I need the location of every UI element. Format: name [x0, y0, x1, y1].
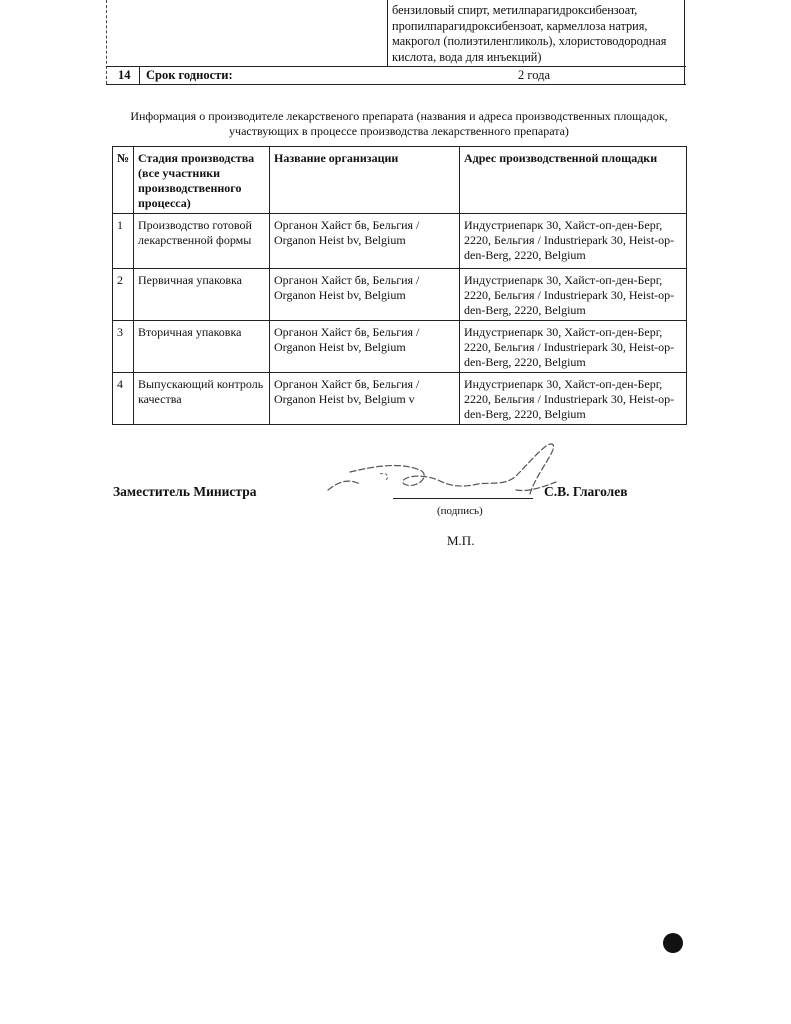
table-row	[113, 214, 687, 269]
cell-stage: Первичная упаковка	[134, 269, 270, 321]
table-border	[139, 66, 140, 85]
heading-line: участвующих в процессе производства лекарственного препарата)	[229, 123, 569, 138]
handwritten-signature	[320, 432, 580, 507]
cell-num: 2	[113, 269, 134, 321]
signature-line	[393, 498, 533, 499]
table-header-row	[113, 147, 687, 214]
table-row	[113, 373, 687, 425]
cell-stage: Производство готовой лекарственной формы	[134, 214, 270, 269]
cell-org: Органон Хайст бв, Бельгия / Organon Heist bv, Belgium	[270, 214, 460, 269]
cell-num: 3	[113, 321, 134, 373]
header-address: Адрес производственной площадки	[460, 147, 687, 214]
cell-stage: Выпускающий контроль качества	[134, 373, 270, 425]
header-num: №	[113, 147, 134, 214]
heading-line: Информация о производителе лекарственого препарата (названия и адреса производственных площадок,	[130, 109, 668, 123]
stamp-place-label: М.П.	[447, 533, 475, 548]
table-border	[684, 0, 685, 84]
table-row	[113, 321, 687, 373]
manufacturer-table	[112, 146, 687, 425]
ingredients-cell	[392, 3, 682, 65]
shelf-life-label: Срок годности:	[146, 68, 233, 82]
cell-stage: Вторичная упаковка	[134, 321, 270, 373]
table-border	[387, 0, 388, 66]
table-border	[106, 0, 108, 84]
signature-caption: (подпись)	[437, 505, 483, 517]
ingredients-line: кислота, вода для инъекций)	[392, 49, 542, 64]
row-number: 14	[118, 68, 131, 82]
cell-address: Индустриепарк 30, Хайст-оп-ден-Берг, 2220, Бельгия / Industriepark 30, Heist-op-den-Berg, 2220, Belgium	[460, 321, 687, 373]
previous-table-fragment	[106, 0, 686, 84]
table-border	[106, 66, 686, 67]
cell-address: Индустриепарк 30, Хайст-оп-ден-Берг, 2220, Бельгия / Industriepark 30, Heist-op-den-Berg, 2220, Belgium	[460, 373, 687, 425]
table-row	[113, 269, 687, 321]
cell-org: Органон Хайст бв, Бельгия / Organon Heist bv, Belgium	[270, 321, 460, 373]
ingredients-line: пропилпарагидроксибензоат, кармеллоза натрия,	[392, 18, 648, 33]
shelf-life-value: 2 года	[518, 68, 550, 82]
cell-num: 4	[113, 373, 134, 425]
page-marker-dot	[663, 933, 683, 953]
signatory-name: С.В. Глаголев	[544, 484, 628, 499]
signatory-title: Заместитель Министра	[113, 484, 257, 499]
cell-address: Индустриепарк 30, Хайст-оп-ден-Берг, 2220, Бельгия / Industriepark 30, Heist-op-den-Berg, 2220, Belgium	[460, 214, 687, 269]
cell-org: Органон Хайст бв, Бельгия / Organon Heist bv, Belgium v	[270, 373, 460, 425]
manufacturer-info-heading	[100, 109, 698, 138]
header-stage: Стадия производства (все участники производственного процесса)	[134, 147, 270, 214]
table-border	[106, 84, 686, 85]
header-org: Название организации	[270, 147, 460, 214]
cell-address: Индустриепарк 30, Хайст-оп-ден-Берг, 2220, Бельгия / Industriepark 30, Heist-op-den-Berg, 2220, Belgium	[460, 269, 687, 321]
cell-org: Органон Хайст бв, Бельгия / Organon Heist bv, Belgium	[270, 269, 460, 321]
ingredients-line: бензиловый спирт, метилпарагидроксибензоат,	[392, 3, 638, 17]
ingredients-line: макрогол (полиэтиленгликоль), хлористоводородная	[392, 34, 667, 49]
cell-num: 1	[113, 214, 134, 269]
